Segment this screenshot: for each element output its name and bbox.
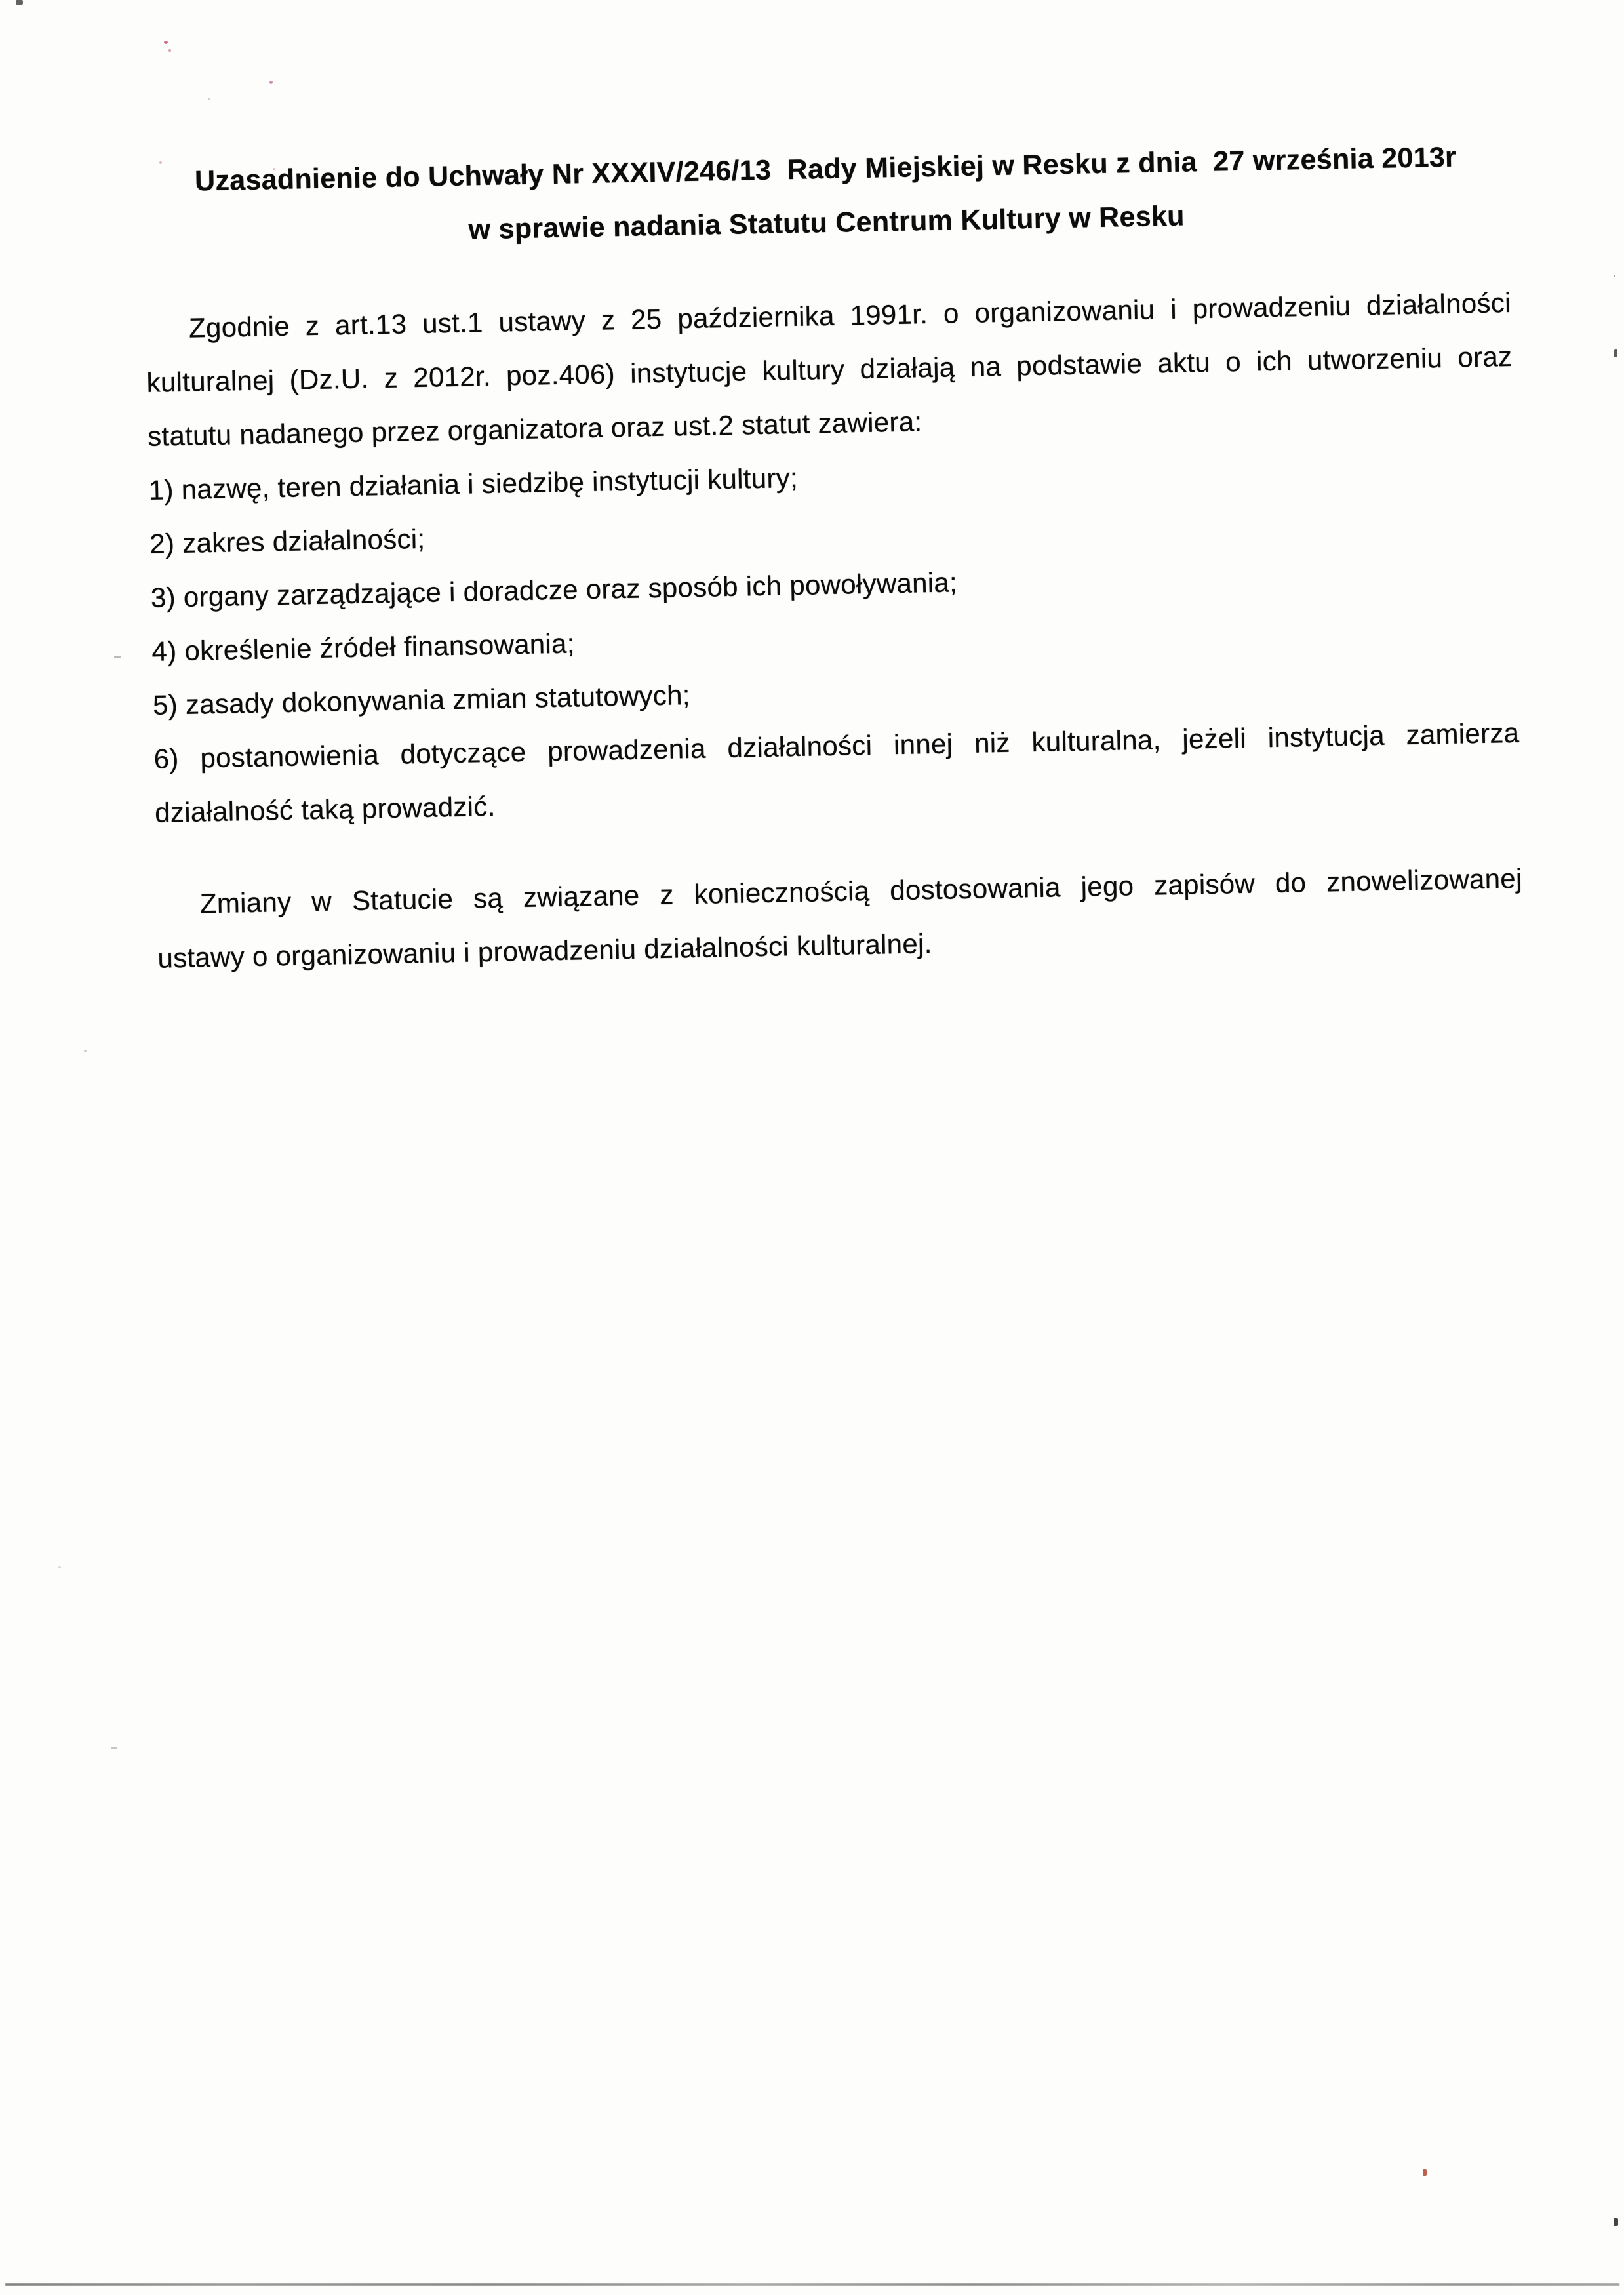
paragraph2-line-1: Zmiany w Statucie są związane z koniecznością dostosowania jego zapisów do znowelizowanej [199,862,1523,919]
scan-speck [114,656,121,658]
scan-speck [273,168,275,170]
document-text-block [142,129,1524,986]
scan-speck [159,161,162,164]
scan-speck [1614,2218,1618,2226]
list-item-5: 5) zasady dokonywania zmian statutowych; [152,679,691,721]
list-item-6-line-1: 6) postanowienia dotyczące prowadzenia działalności innej niż kulturalna, jeżeli instytucja zamierza [153,717,1520,774]
list-item-3: 3) organy zarządzające i doradcze oraz sposób ich powoływania; [150,567,958,613]
scan-speck [1614,275,1615,277]
scan-speck [269,81,273,84]
scan-speck [164,41,168,44]
scan-speck [208,98,210,100]
list-item-2: 2) zakres działalności; [149,523,426,559]
list-item-4: 4) określenie źródeł finansowania; [151,628,576,667]
title-line-2: w sprawie nadania Statutu Centrum Kultury w Resku [468,200,1185,246]
scan-speck [111,1747,117,1749]
scanner-edge-line [5,2283,1619,2286]
paragraph1-line-3: statutu nadanego przez organizatora oraz ust.2 statut zawiera: [147,406,922,452]
title-line-1: Uzasadnienie do Uchwały Nr XXXIV/246/13 Rady Miejskiej w Resku z dnia 27 września 2013r [194,141,1457,197]
scan-speck [168,49,171,52]
list-item-1: 1) nazwę, teren działania i siedzibę instytucji kultury; [148,462,799,506]
scan-speck [58,1566,61,1568]
scan-speck [1423,2169,1427,2176]
paragraph2-line-2: ustawy o organizowaniu i prowadzeniu działalności kulturalnej. [157,928,932,974]
paragraph1-line-2: kulturalnej (Dz.U. z 2012r. poz.406) instytucje kultury działają na podstawie aktu o ich utworzeniu oraz [146,340,1513,398]
scan-speck [84,1050,87,1052]
list-item-6-line-2: działalność taką prowadzić. [154,790,496,828]
scan-speck [16,0,23,5]
scan-speck [1614,349,1617,357]
paragraph1-line-1: Zgodnie z art.13 ust.1 ustawy z 25 października 1991r. o organizowaniu i prowadzeniu działalności [188,287,1512,344]
